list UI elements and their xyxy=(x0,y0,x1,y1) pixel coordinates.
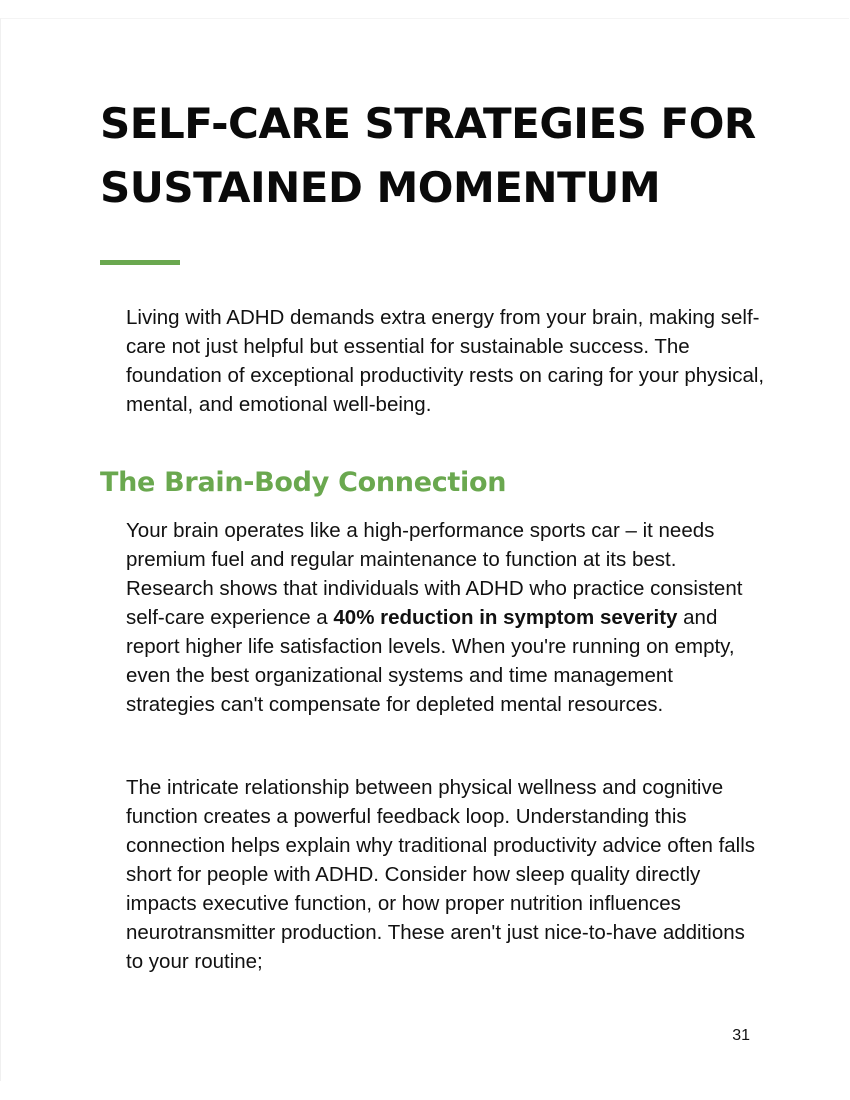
section-paragraph-1 xyxy=(126,516,766,719)
paragraph-1-text-start: Your brain operates like a high-performance sports car – it needs premium fuel and regular maintenance to function at its best. Research shows that individuals with ADHD who practice consistent self-care experience a xyxy=(126,519,743,629)
title-accent-rule xyxy=(100,260,180,265)
page-title: SELF-CARE STRATEGIES FOR SUSTAINED MOMENTUM xyxy=(100,99,756,212)
section-heading: The Brain-Body Connection xyxy=(100,467,507,498)
intro-paragraph: Living with ADHD demands extra energy from your brain, making self-care not just helpful but essential for sustainable success. The foundation of exceptional productivity rests on caring for your physical, mental, and emotional well-being. xyxy=(126,306,765,416)
statistic-emphasis: 40% reduction in symptom severity xyxy=(333,606,678,629)
section-paragraph-2: The intricate relationship between physical wellness and cognitive function creates a powerful feedback loop. Understanding this connection helps explain why traditional productivity advice often falls short for people with ADHD. Consider how sleep quality directly impacts executive function, or how proper nutrition influences neurotransmitter production. These aren't just nice-to-have additions to your routine; xyxy=(126,776,756,973)
paragraph-1-text-end: and report higher life satisfaction levels. When you're running on empty, even the best organizational systems and time management strategies can't compensate for depleted mental resources. xyxy=(126,606,735,716)
page-number: 31 xyxy=(732,1027,750,1044)
